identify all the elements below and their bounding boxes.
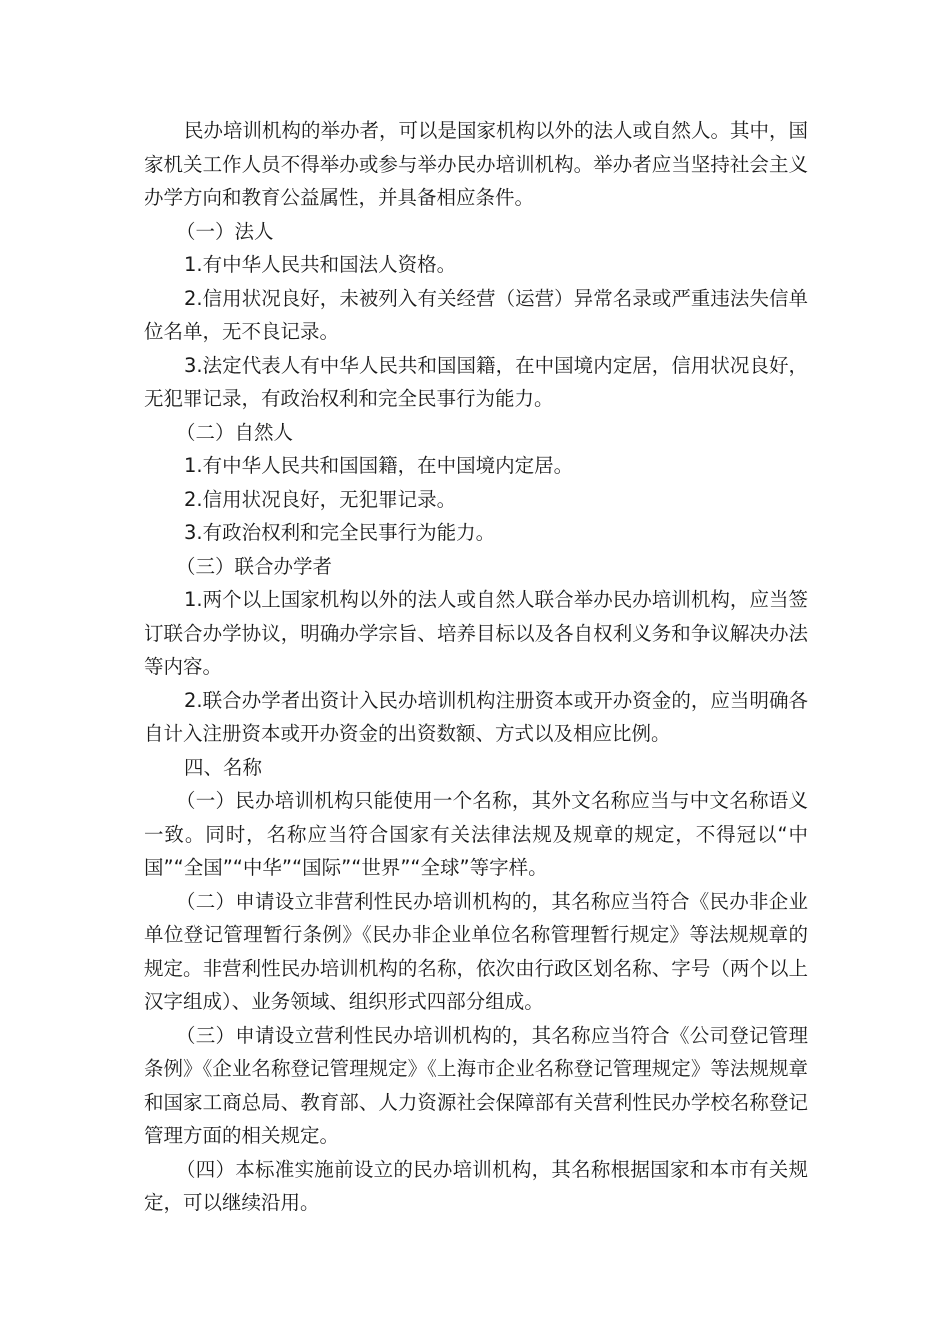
paragraph-name-2: （二）申请设立非营利性民办培训机构的，其名称应当符合《民办非企业单位登记管理暂行条例》《民办非企业单位名称管理暂行规定》等法规规章的规定。非营利性民办培训机构的名称，依次由行政区划名称、字号（两个以上汉字组成）、业务领域、组织形式四部分组成。 xyxy=(144,889,808,1013)
paragraph-legal-person-3: 3.法定代表人有中华人民共和国国籍，在中国境内定居，信用状况良好，无犯罪记录，有政治权利和完全民事行为能力。 xyxy=(144,353,808,410)
paragraph-legal-person-2: 2.信用状况良好，未被列入有关经营（运营）异常名录或严重违法失信单位名单，无不良记录。 xyxy=(144,286,808,343)
paragraph-legal-person-1: 1.有中华人民共和国法人资格。 xyxy=(184,253,457,276)
paragraph-name-1: （一）民办培训机构只能使用一个名称，其外文名称应当与中文名称语义一致。同时，名称应当符合国家有关法律法规及规章的规定，不得冠以“中国”“全国”“中华”“国际”“世界”“全球”等字样。 xyxy=(144,789,808,879)
section-heading-name: 四、名称 xyxy=(184,755,263,779)
paragraph-natural-person-2: 2.信用状况良好，无犯罪记录。 xyxy=(184,487,457,511)
paragraph-natural-person-3: 3.有政治权利和完全民事行为能力。 xyxy=(184,521,496,544)
paragraph-founder-intro: 民办培训机构的举办者，可以是国家机构以外的法人或自然人。其中，国家机关工作人员不得举办或参与举办民办培训机构。举办者应当坚持社会主义办学方向和教育公益属性，并具备相应条件。 xyxy=(144,119,809,209)
heading-natural-person: （二）自然人 xyxy=(176,420,294,444)
paragraph-joint-founders-2: 2.联合办学者出资计入民办培训机构注册资本或开办资金的，应当明确各自计入注册资本或开办资金的出资数额、方式以及相应比例。 xyxy=(144,688,808,745)
paragraph-joint-founders-1: 1.两个以上国家机构以外的法人或自然人联合举办民办培训机构，应当签订联合办学协议，明确办学宗旨、培养目标以及各自权利义务和争议解决办法等内容。 xyxy=(144,588,808,678)
paragraph-natural-person-1: 1.有中华人民共和国国籍，在中国境内定居。 xyxy=(184,454,574,477)
paragraph-name-4: （四）本标准实施前设立的民办培训机构，其名称根据国家和本市有关规定，可以继续沿用。 xyxy=(144,1157,808,1214)
document-body xyxy=(144,114,808,1220)
paragraph-name-3: （三）申请设立营利性民办培训机构的，其名称应当符合《公司登记管理条例》《企业名称登记管理规定》《上海市企业名称登记管理规定》等法规规章和国家工商总局、教育部、人力资源社会保障部有关营利性民办学校名称登记管理方面的相关规定。 xyxy=(144,1023,808,1147)
heading-joint-founders: （三）联合办学者 xyxy=(176,554,333,578)
heading-legal-person: （一）法人 xyxy=(176,219,274,243)
